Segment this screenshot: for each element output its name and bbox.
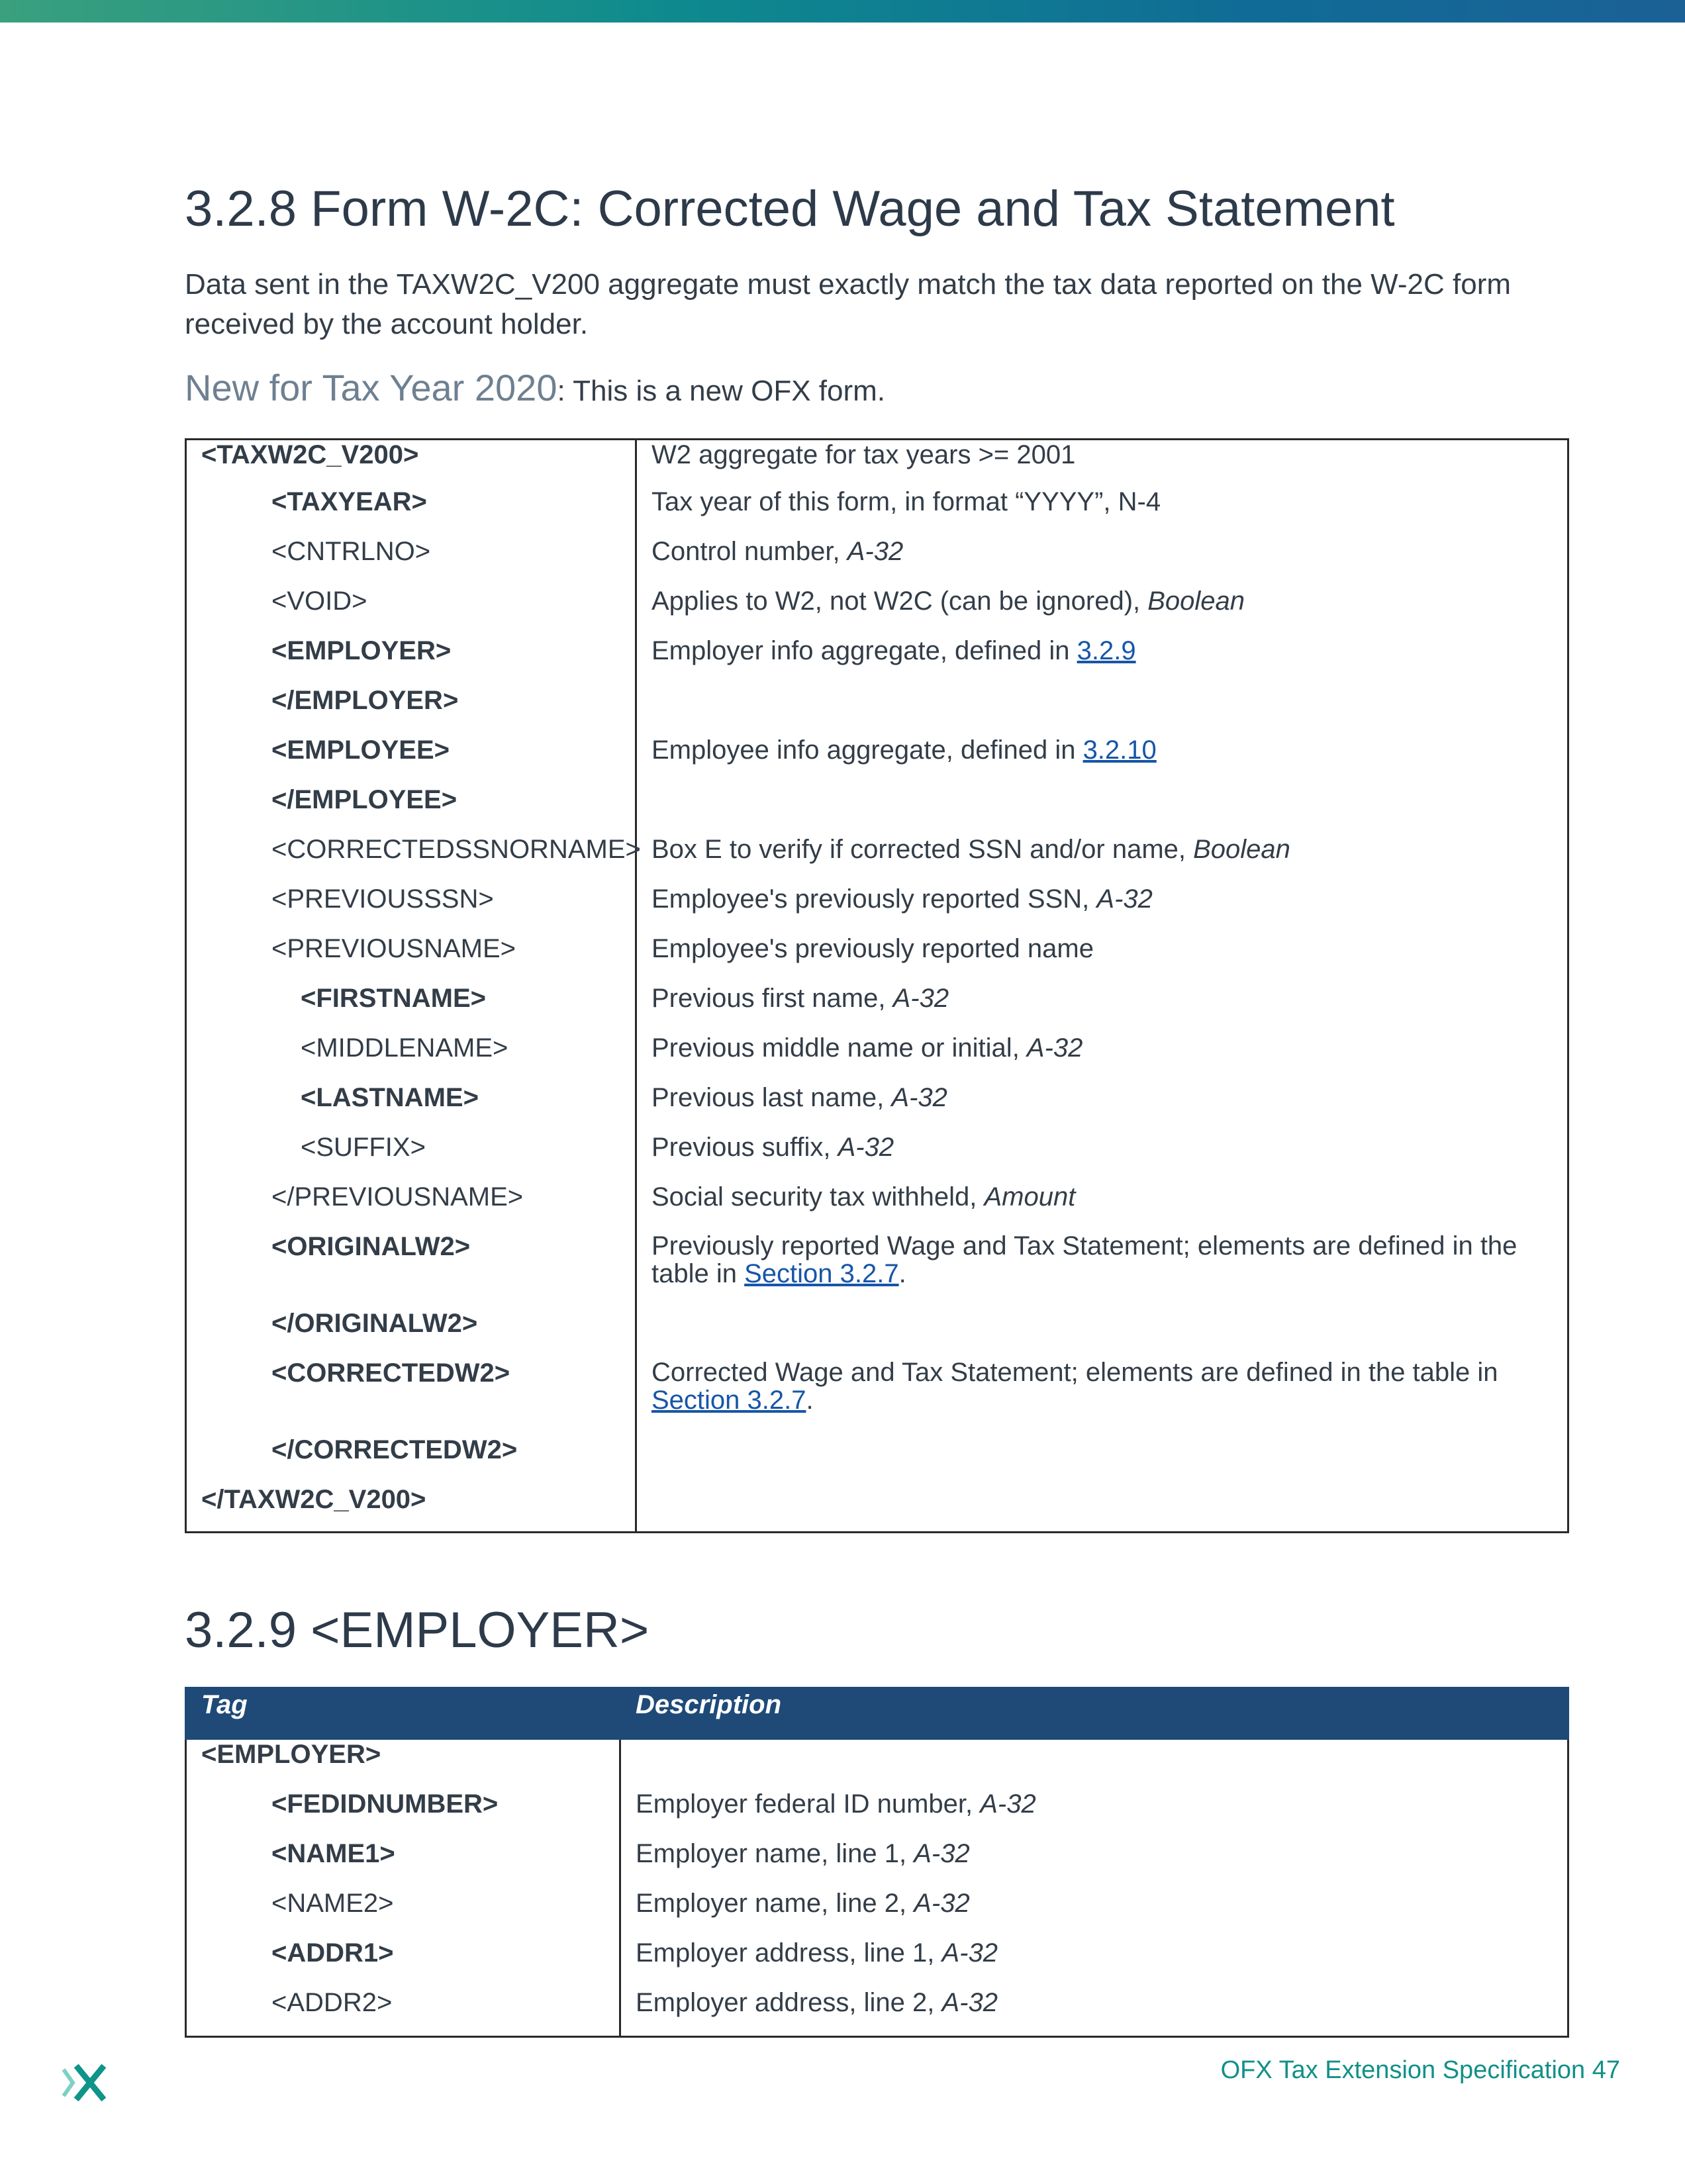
- desc-cell: Employer name, line 2,: [636, 1889, 914, 1918]
- table-row: [186, 440, 1568, 487]
- tag-cell: <EMPLOYEE>: [271, 735, 450, 765]
- section-link-3210[interactable]: 3.2.10: [1083, 735, 1157, 765]
- data-type: Amount: [984, 1182, 1076, 1211]
- data-type: A-32: [914, 1839, 970, 1868]
- table-row: [186, 1889, 1568, 1938]
- section-link-327[interactable]: Section 3.2.7: [744, 1258, 899, 1288]
- desc-cell: Control number,: [651, 536, 847, 566]
- data-type: A-32: [891, 1082, 947, 1112]
- desc-cell: Previous first name,: [651, 983, 893, 1013]
- column-header-description: Description: [620, 1688, 1568, 1739]
- table-row: [186, 1083, 1568, 1133]
- tag-cell: <MIDDLENAME>: [301, 1033, 508, 1063]
- table-row: [186, 636, 1568, 686]
- tag-cell: <ADDR2>: [271, 1988, 393, 2017]
- new-for-tax-year-note: [185, 368, 885, 411]
- desc-cell: Previous last name,: [651, 1082, 892, 1112]
- desc-cell: Applies to W2, not W2C (can be ignored),: [651, 586, 1148, 616]
- tag-cell: <ORIGINALW2>: [271, 1231, 471, 1261]
- table-row: [186, 1309, 1568, 1358]
- table-row: [186, 884, 1568, 934]
- table-row: [186, 934, 1568, 984]
- table-row: [186, 1839, 1568, 1889]
- w2c-spec-table: [185, 438, 1569, 1533]
- tag-cell: <NAME1>: [271, 1839, 395, 1868]
- tag-cell: <PREVIOUSSSN>: [271, 884, 494, 914]
- tag-cell: <EMPLOYER>: [201, 1740, 381, 1769]
- table-row: [186, 1789, 1568, 1839]
- new-for-tax-year-label: New for Tax Year 2020: [185, 367, 557, 408]
- table-row: [186, 1133, 1568, 1182]
- desc-cell: Previous middle name or initial,: [651, 1033, 1027, 1063]
- table-row: [186, 1988, 1568, 2037]
- data-type: Boolean: [1193, 834, 1290, 864]
- desc-cell: Employer address, line 1,: [636, 1938, 942, 1968]
- desc-tail: .: [806, 1385, 814, 1415]
- desc-cell: Employee's previously reported SSN,: [651, 884, 1097, 914]
- employer-table: [185, 1687, 1569, 2038]
- section-title-329: 3.2.9 <EMPLOYER>: [185, 1602, 650, 1658]
- table-header-row: [186, 1688, 1568, 1739]
- tag-cell: </EMPLOYEE>: [271, 784, 457, 814]
- table-row: [186, 487, 1568, 537]
- table-row: [186, 785, 1568, 835]
- desc-cell: Employee info aggregate, defined in: [651, 735, 1083, 765]
- desc-cell: Social security tax withheld,: [651, 1182, 985, 1211]
- desc-cell: Box E to verify if corrected SSN and/or name,: [651, 834, 1194, 864]
- table-row: [186, 1232, 1568, 1309]
- desc-cell: Previously reported Wage and Tax Statement; elements are defined in the table in: [651, 1231, 1517, 1288]
- tag-cell: </EMPLOYER>: [271, 685, 459, 715]
- table-row: [186, 1033, 1568, 1083]
- desc-cell: W2 aggregate for tax years >= 2001: [651, 440, 1076, 469]
- desc-cell: Employer federal ID number,: [636, 1789, 981, 1819]
- data-type: A-32: [914, 1889, 970, 1918]
- tag-cell: <CNTRLNO>: [271, 536, 431, 566]
- tag-cell: <FIRSTNAME>: [301, 983, 487, 1013]
- top-accent-bar: [0, 0, 1685, 23]
- table-row: [186, 835, 1568, 884]
- tag-cell: </CORRECTEDW2>: [271, 1435, 518, 1464]
- table-row: [186, 1485, 1568, 1533]
- data-type: A-32: [838, 1132, 894, 1162]
- table-row: [186, 736, 1568, 785]
- section-link-329[interactable]: 3.2.9: [1077, 636, 1136, 665]
- table-row: [186, 1182, 1568, 1232]
- desc-cell: Previous suffix,: [651, 1132, 838, 1162]
- table-row: [186, 984, 1568, 1033]
- section-title-328: 3.2.8 Form W-2C: Corrected Wage and Tax Statement: [185, 181, 1395, 237]
- table-row: [186, 1739, 1568, 1790]
- table-row: [186, 587, 1568, 636]
- new-for-tax-year-text: : This is a new OFX form.: [557, 375, 886, 407]
- data-type: A-32: [847, 536, 904, 566]
- tag-cell: <NAME2>: [271, 1889, 394, 1918]
- desc-cell: Employer info aggregate, defined in: [651, 636, 1077, 665]
- section-intro: Data sent in the TAXW2C_V200 aggregate must exactly match the tax data reported on the W-2C form received by the account holder.: [185, 268, 1512, 340]
- ofx-logo-icon: [61, 2064, 109, 2101]
- tag-cell: <SUFFIX>: [301, 1132, 426, 1162]
- desc-cell: Employer address, line 2,: [636, 1988, 942, 2017]
- table-row: [186, 1358, 1568, 1435]
- table-row: [186, 686, 1568, 736]
- desc-cell: Corrected Wage and Tax Statement; elements are defined in the table in: [651, 1357, 1498, 1387]
- tag-cell: <FEDIDNUMBER>: [271, 1789, 499, 1819]
- tag-cell: </ORIGINALW2>: [271, 1308, 478, 1338]
- desc-tail: .: [898, 1258, 906, 1288]
- data-type: A-32: [1096, 884, 1153, 914]
- data-type: A-32: [1026, 1033, 1083, 1063]
- data-type: Boolean: [1147, 586, 1245, 616]
- tag-cell: <VOID>: [271, 586, 367, 616]
- tag-cell: </PREVIOUSNAME>: [271, 1182, 524, 1211]
- table-row: [186, 1435, 1568, 1485]
- data-type: A-32: [941, 1938, 998, 1968]
- tag-cell: <TAXYEAR>: [271, 487, 427, 516]
- tag-cell: <TAXW2C_V200>: [201, 440, 419, 469]
- desc-cell: Tax year of this form, in format “YYYY”, N-4: [651, 487, 1161, 516]
- desc-cell: Employee's previously reported name: [651, 933, 1094, 963]
- tag-cell: <CORRECTEDSSNORNAME>: [271, 834, 641, 864]
- column-header-tag: Tag: [186, 1688, 620, 1739]
- tag-cell: <EMPLOYER>: [271, 636, 452, 665]
- desc-cell: Employer name, line 1,: [636, 1839, 914, 1868]
- data-type: A-32: [980, 1789, 1036, 1819]
- tag-cell: <CORRECTEDW2>: [271, 1358, 510, 1388]
- table-row: [186, 537, 1568, 587]
- section-link-327[interactable]: Section 3.2.7: [651, 1385, 806, 1415]
- footer-page-label: OFX Tax Extension Specification 47: [1220, 2056, 1620, 2084]
- tag-cell: </TAXW2C_V200>: [201, 1484, 426, 1514]
- data-type: A-32: [941, 1988, 998, 2017]
- tag-cell: <PREVIOUSNAME>: [271, 933, 516, 963]
- data-type: A-32: [892, 983, 949, 1013]
- table-row: [186, 1938, 1568, 1988]
- tag-cell: <ADDR1>: [271, 1938, 394, 1968]
- tag-cell: <LASTNAME>: [301, 1082, 479, 1112]
